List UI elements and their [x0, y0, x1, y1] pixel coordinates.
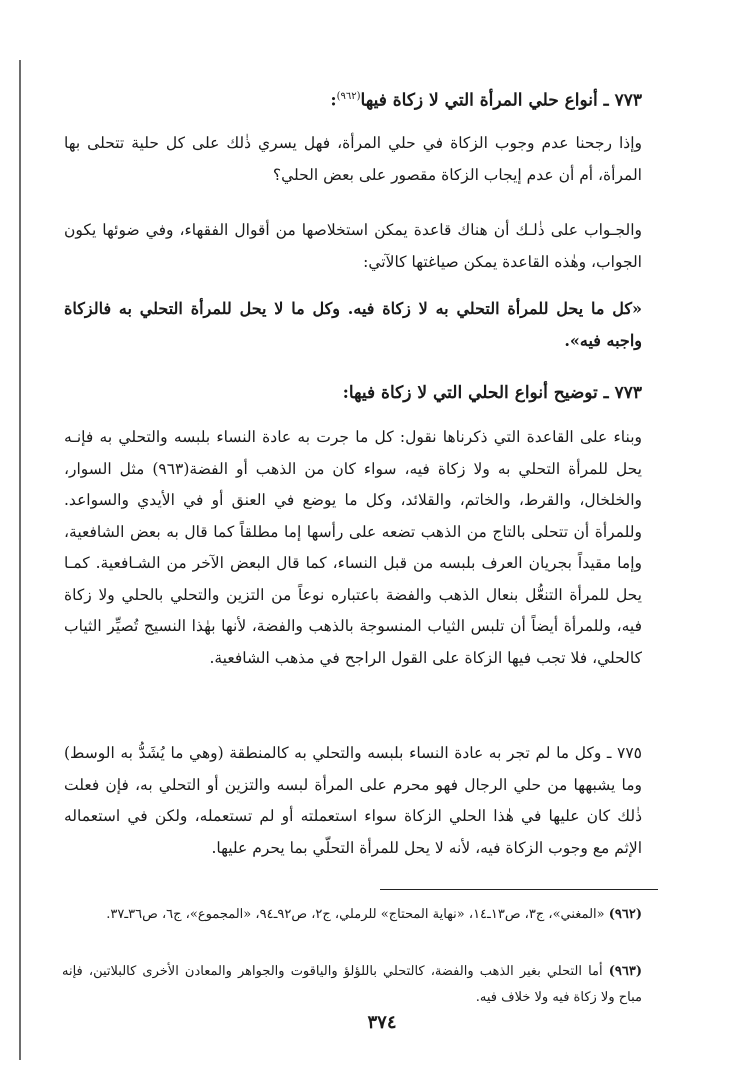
paragraph-1: وإذا رجحنا عدم وجوب الزكاة في حلي المرأة، فهل يسري ذٰلك على كل حلية تتحلى بها المرأة، أم أن عدم إيجاب الزكاة مقصور على بعض الحلي؟ [64, 134, 642, 184]
footnote-963 [62, 959, 642, 1011]
footnote-962-number: (٩٦٢) [608, 907, 642, 922]
heading-772-text: ٧٧٣ ـ أنواع حلي المرأة التي لا زكاة فيها [360, 90, 642, 111]
paragraph-4: ٧٧٥ ـ وكل ما لم تجر به عادة النساء بلبسه والتحلي به كالمنطقة (وهي ما يُشَدُّ به الوسط) وما يشبهها من حلي الرجال فهو محرم على المرأة لبسه والتزين أو التحلي به، فإن فعلت ذٰلك كان عليها في هٰذا الحلي الزكاة سواء استعملته أو لم تستعمله، ولكن في استعماله الإثم مع وجوب الزكاة فيه، لأنه لا يحل للمرأة التحلّي بما يحرم عليها. [64, 744, 642, 857]
footnote-963-number: (٩٦٣) [608, 964, 642, 979]
heading-772-footnote-ref: (٩٦٢) [336, 91, 361, 102]
heading-772-colon: : [330, 90, 337, 111]
paragraph-3: وبناء على القاعدة التي ذكرناها نقول: كل ما جرت به عادة النساء بلبسه والتحلي به فإنـه يحل للمرأة التحلي به ولا زكاة فيه، سواء كان من الذهب أو الفضة(٩٦٣) مثل السوار، والخلخال، والقرط، والخاتم، والقلائد، وكل ما يوضع في العنق أو في الأيدي والسواعد. وللمرأة أن تتحلى بالتاج من الذهب تضعه على رأسها إما مطلقاً كما قال به بعض الشافعية، وإما مقيداً بجريان العرف بلبسه من قبل النساء، كما قال البعض الآخر من الشـافعية. كمـا يحل للمرأة التنعُّل بنعال الذهب والفضة باعتباره نوعاً من التزين والتحلي بالحلي ولا زكاة فيه، وللمرأة أيضاً أن تلبس الثياب المنسوجة بالذهب والفضة، لأنها بهٰذا النسيج تُصيِّر الثياب كالحلي، فلا تجب فيها الزكاة على القول الراجح في مذهب الشافعية. [64, 428, 642, 667]
section-heading-772 [330, 84, 642, 114]
rule-quote: «كل ما يحل للمرأة التحلي به لا زكاة فيه. وكل ما لا يحل للمرأة التحلي به فالزكاة واجبه فيه». [64, 299, 642, 350]
footnote-separator [380, 889, 658, 890]
footnote-963-text: أما التحلي بغير الذهب والفضة، كالتحلي باللؤلؤ والياقوت والجواهر والمعادن الأخرى كالبلاتين، فإنه مباح ولا زكاة فيه ولا خلاف فيه. [62, 964, 642, 1005]
page-number: ٣٧٤ [367, 1012, 397, 1033]
footnote-962-text: «المغني»، ج٣، ص١٣ـ١٤، «نهاية المحتاج» للرملي، ج٢، ص٩٢ـ٩٤، «المجموع»، ج٦، ص٣٦ـ٣٧. [106, 907, 605, 922]
footnote-962 [62, 902, 642, 928]
paragraph-2: والجـواب على ذٰلـك أن هناك قاعدة يمكن استخلاصها من أقوال الفقهاء، وفي ضوئها يكون الجواب، وهٰذه القاعدة يمكن صياغتها كالآتي: [64, 221, 642, 271]
page-edge-rule [19, 60, 21, 1060]
section-heading-773: ٧٧٣ ـ توضيح أنواع الحلي التي لا زكاة فيها: [342, 383, 642, 403]
